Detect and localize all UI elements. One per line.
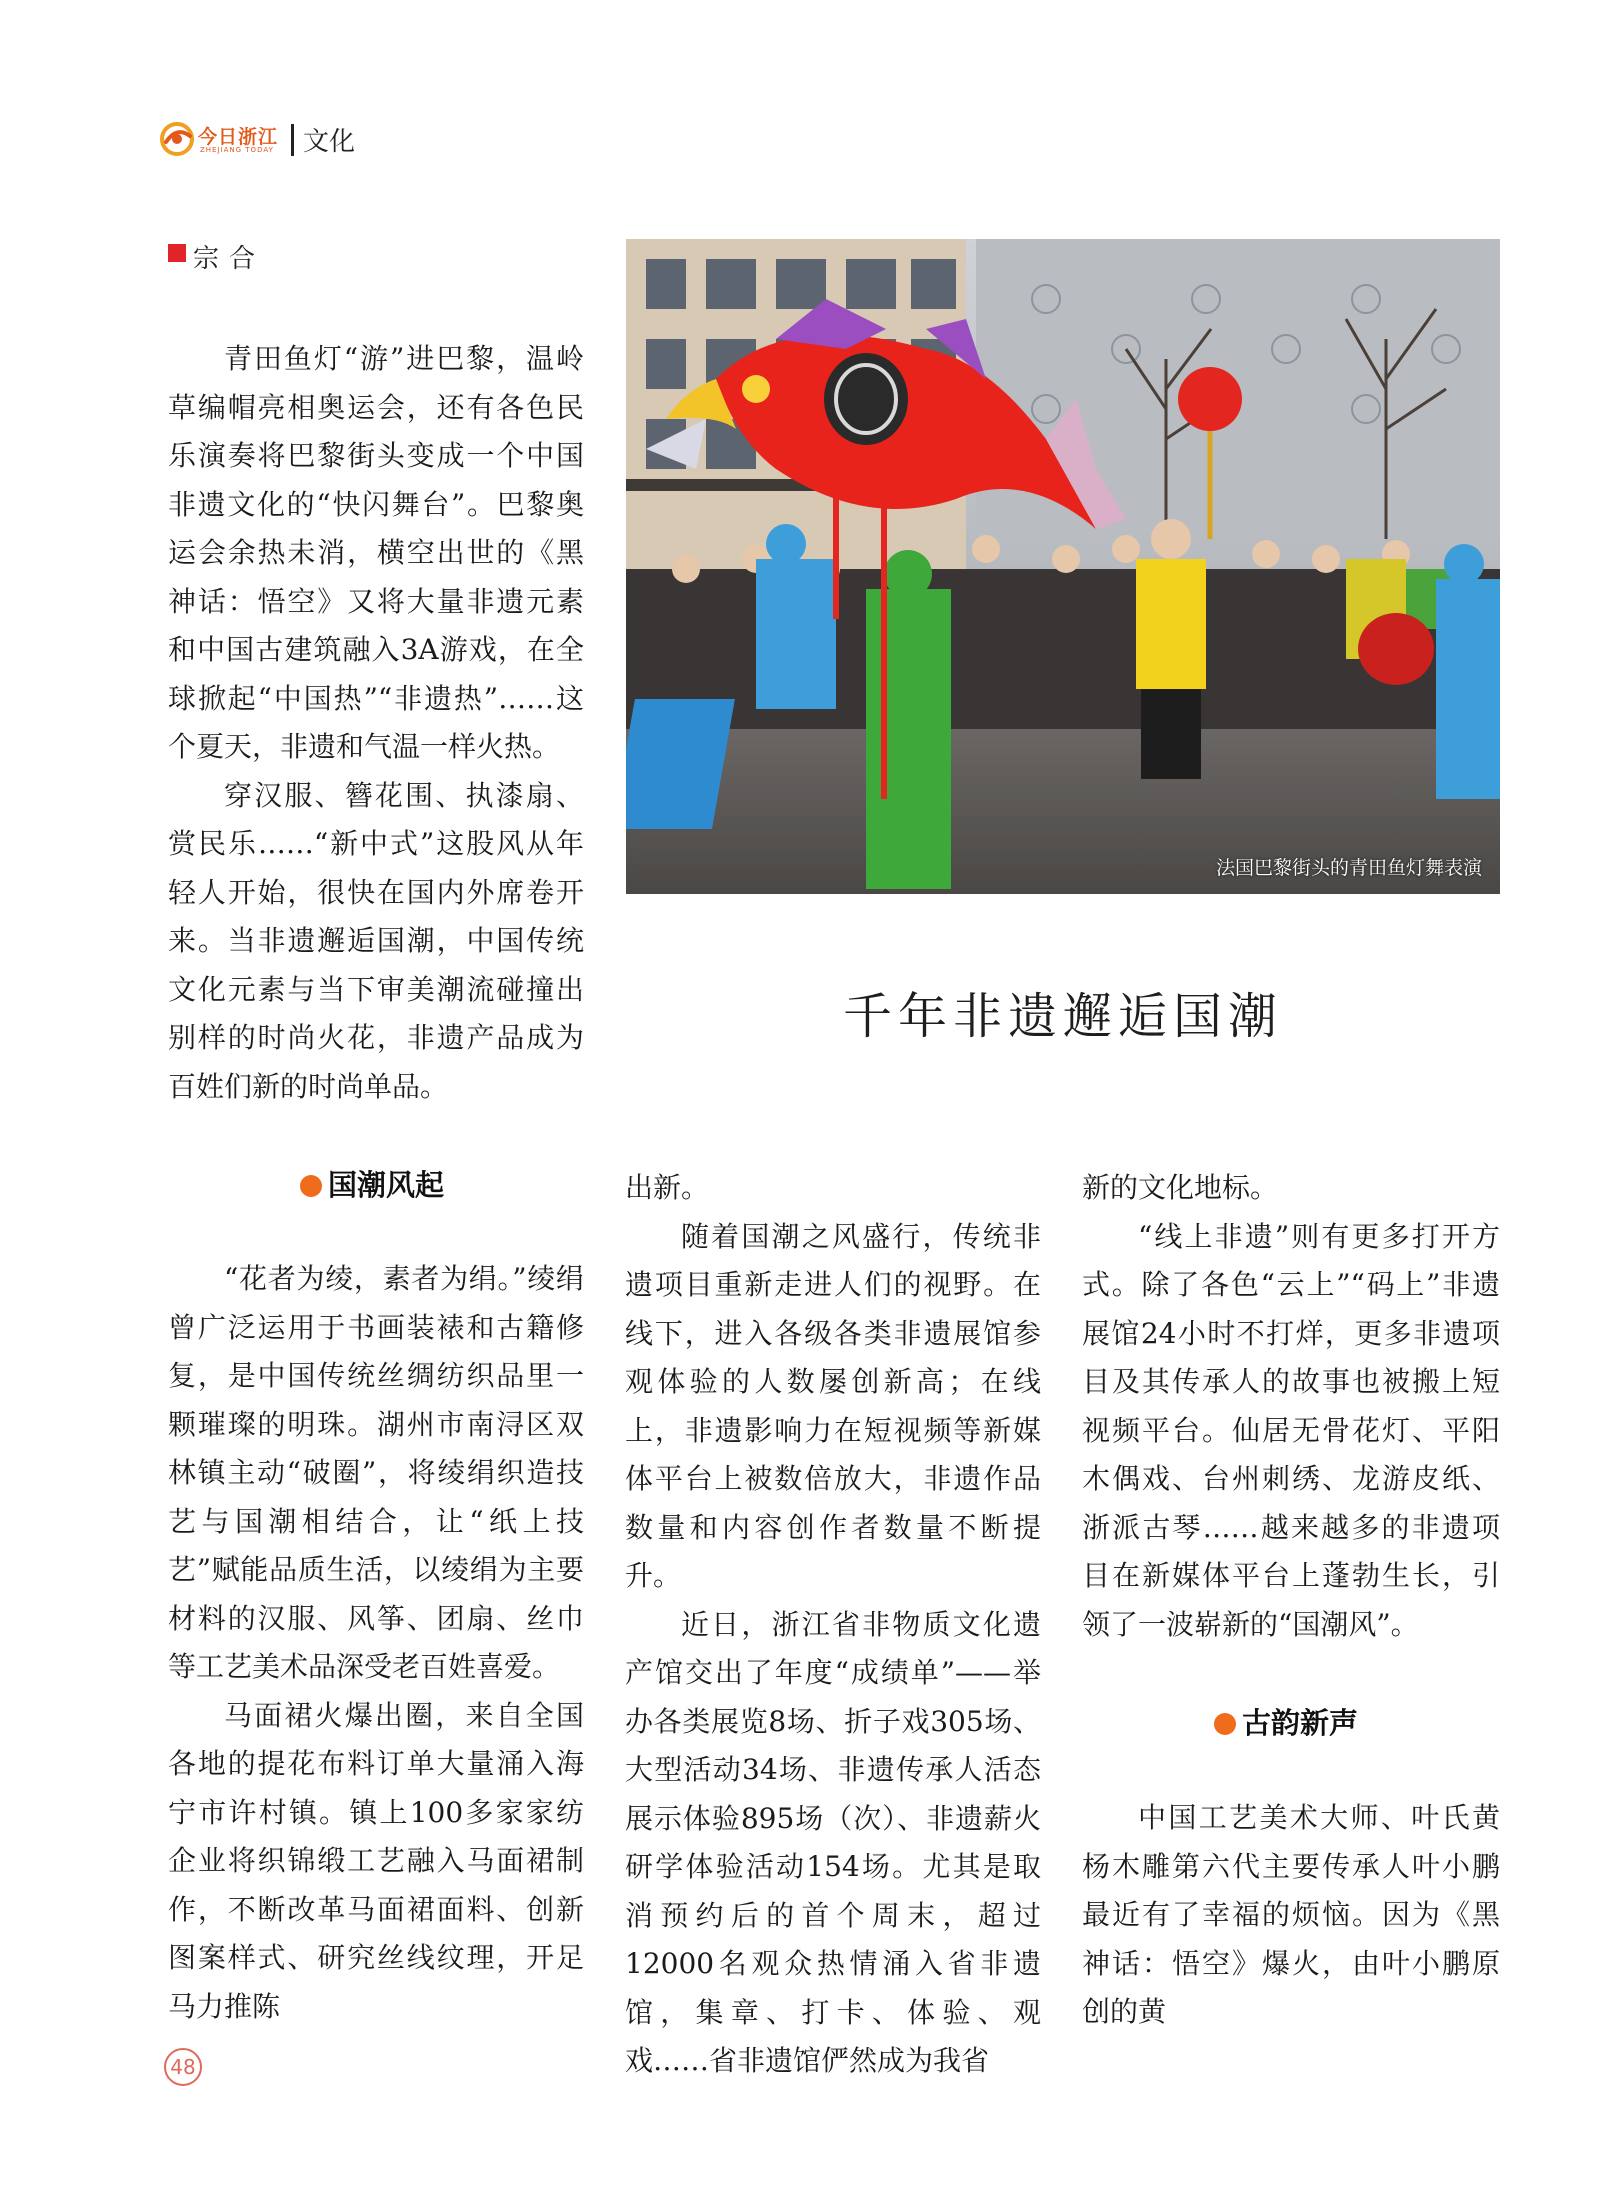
column-3 <box>1082 1164 1500 1649</box>
author-name: 宗合 <box>193 244 266 274</box>
body-paragraph: 出新。 <box>625 1171 710 1204</box>
logo-text: 今日浙江 <box>198 126 279 148</box>
body-paragraph: 马面裙火爆出圈，来自全国各地的提花布料订单大量涌入海宁市许村镇。镇上100多家家纺企业将织锦缎工艺融入马面裙制作，不断改革马面裙面料、创新图案样式、研究丝线纹理，开足马力推陈 <box>168 1698 584 2023</box>
section-label: 文化 <box>303 127 356 157</box>
body-paragraph: “线上非遗”则有更多打开方式。除了各色“云上”“码上”非遗展馆24小时不打烊，更多非遗项目及其传承人的故事也被搬上短视频平台。仙居无骨花灯、平阳木偶戏、台州刺绣、龙游皮纸、浙派古琴……越来越多的非遗项目在新媒体平台上蓬勃生长，引领了一波崭新的“国潮风”。 <box>1082 1219 1500 1641</box>
logo-swirl-icon <box>160 122 194 156</box>
intro-column <box>168 335 584 1111</box>
author-marker <box>168 244 186 262</box>
body-paragraph: “花者为绫，素者为绢。”绫绢曾广泛运用于书画装裱和古籍修复，是中国传统丝绸纺织品里一颗璀璨的明珠。湖州市南浔区双林镇主动“破圈”，将绫绢织造技艺与国潮相结合，让“纸上技艺”赋能品质生活，以绫绢为主要材料的汉服、风筝、团扇、丝巾等工艺美术品深受老百姓喜爱。 <box>168 1262 584 1683</box>
bullet-dot-icon <box>300 1175 322 1197</box>
header-divider <box>291 124 294 156</box>
bullet-dot-icon <box>1214 1713 1236 1735</box>
feature-photo <box>626 239 1500 894</box>
intro-paragraph: 穿汉服、簪花围、执漆扇、赏民乐……“新中式”这股风从年轻人开始，很快在国内外席卷开来。当非遗邂逅国潮，中国传统文化元素与当下审美潮流碰撞出别样的时尚火花，非遗产品成为百姓们新的时尚单品。 <box>168 778 584 1103</box>
body-paragraph: 新的文化地标。 <box>1082 1171 1279 1204</box>
column-3-lower <box>1082 1794 1500 2037</box>
fish-lantern-photo <box>626 239 1500 894</box>
logo-subtext: ZHEJIANG TODAY <box>200 146 274 154</box>
photo-caption: 法国巴黎街头的青田鱼灯舞表演 <box>1215 857 1482 879</box>
body-paragraph: 中国工艺美术大师、叶氏黄杨木雕第六代主要传承人叶小鹏最近有了幸福的烦恼。因为《黑神话：悟空》爆火，由叶小鹏原创的黄 <box>1082 1801 1500 2028</box>
body-paragraph: 随着国潮之风盛行，传统非遗项目重新走进人们的视野。在线下，进入各级各类非遗展馆参观体验的人数屡创新高；在线上，非遗影响力在短视频等新媒体平台上被数倍放大，非遗作品数量和内容创作者数量不断提升。 <box>625 1219 1041 1592</box>
page-number: 48 <box>164 2048 202 2086</box>
article-headline: 千年非遗邂逅国潮 <box>842 988 1283 1045</box>
subheading-guochao: 国潮风起 <box>300 1163 444 1204</box>
column-2 <box>625 1164 1041 2086</box>
intro-paragraph: 青田鱼灯“游”进巴黎，温岭草编帽亮相奥运会，还有各色民乐演奏将巴黎街头变成一个中国非遗文化的“快闪舞台”。巴黎奥运会余热未消，横空出世的《黑神话：悟空》又将大量非遗元素和中国古建筑融入3A游戏，在全球掀起“中国热”“非遗热”……这个夏天，非遗和气温一样火热。 <box>168 342 584 763</box>
column-1 <box>168 1255 584 2031</box>
subheading-guyun: 古韵新声 <box>1214 1701 1358 1742</box>
body-paragraph: 近日，浙江省非物质文化遗产馆交出了年度“成绩单”——举办各类展览8场、折子戏305场、大型活动34场、非遗传承人活态展示体验895场（次）、非遗薪火研学体验活动154场。尤其是取消预约后的首个周末，超过12000名观众热情涌入省非遗馆，集章、打卡、体验、观戏……省非遗馆俨然成为我省 <box>625 1607 1041 2077</box>
